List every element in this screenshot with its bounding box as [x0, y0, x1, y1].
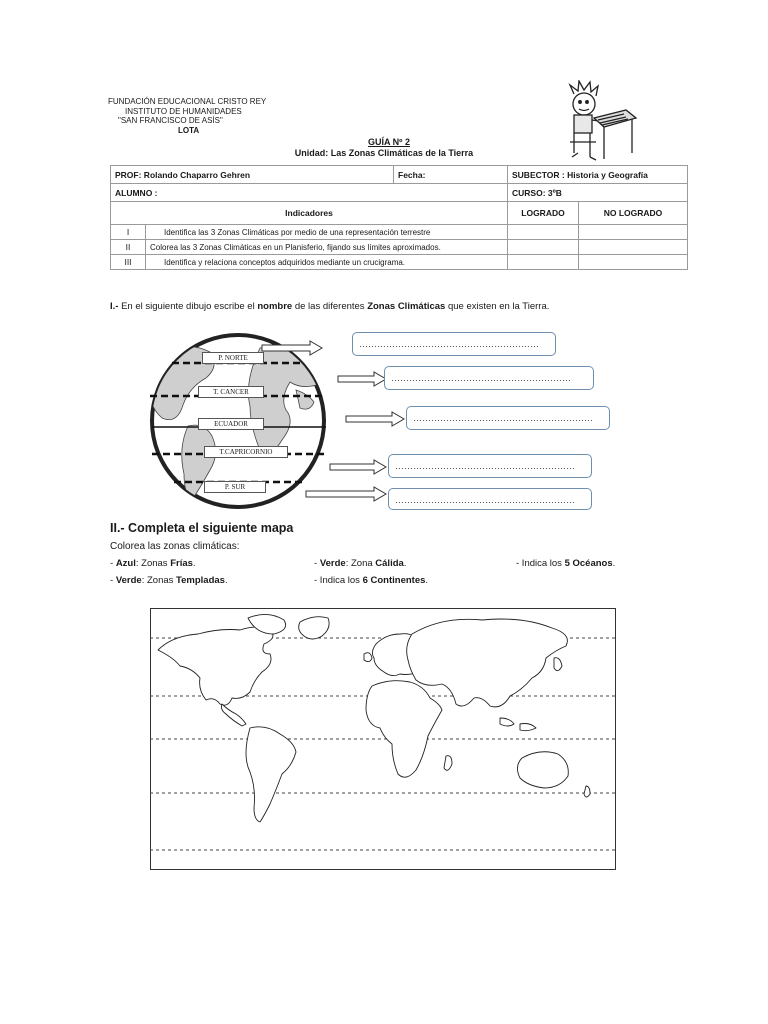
- globe-label-tropic-capricorn: T.CAPRICORNIO: [204, 446, 288, 458]
- student-cell[interactable]: ALUMNO :: [111, 184, 508, 202]
- info-table: [110, 165, 688, 270]
- part1-bold-b: Zonas Climáticas: [367, 301, 446, 312]
- legend-post: .: [403, 558, 407, 569]
- part2-instruction: Colorea las zonas climáticas:: [110, 541, 240, 552]
- indicator-text: Identifica las 3 Zonas Climáticas por medio de una representación terrestre: [146, 225, 508, 240]
- answer-box-1[interactable]: ……………………………………………………: [352, 332, 556, 356]
- globe-label-north-pole: P. NORTE: [202, 352, 264, 364]
- legend-item-oceans: [516, 558, 615, 569]
- legend-item-cold: [110, 558, 196, 569]
- part1-text-c: que existen en la Tierra.: [445, 301, 550, 312]
- legend-pre: -: [314, 558, 320, 569]
- indicator-num: II: [111, 240, 146, 255]
- table-row: [111, 240, 688, 255]
- legend-post: .: [224, 575, 228, 586]
- answer-box-2[interactable]: ……………………………………………………: [384, 366, 594, 390]
- not-achieved-cell[interactable]: [579, 225, 688, 240]
- legend-item-warm: [314, 558, 406, 569]
- legend-post: .: [612, 558, 616, 569]
- legend-bold2: Frías: [170, 558, 193, 569]
- legend-pre: - Indica los: [516, 558, 565, 569]
- achieved-cell[interactable]: [508, 240, 579, 255]
- guide-title: [0, 137, 768, 159]
- subsector-cell: SUBECTOR : Historia y Geografía: [508, 166, 688, 184]
- legend-bold2: Cálida: [375, 558, 404, 569]
- achieved-cell[interactable]: [508, 255, 579, 270]
- unit-title: Unidad: Las Zonas Climáticas de la Tierra: [294, 148, 474, 158]
- legend-pre: -: [110, 575, 116, 586]
- table-row: [111, 225, 688, 240]
- indicators-header: Indicadores: [111, 202, 508, 225]
- part1-text-a: En el siguiente dibujo escribe el: [118, 301, 258, 312]
- not-achieved-cell[interactable]: [579, 255, 688, 270]
- indicator-text: Colorea las 3 Zonas Climáticas en un Planisferio, fijando sus límites aproximados.: [146, 240, 508, 255]
- legend-bold2: Templadas: [176, 575, 225, 586]
- institution-line-3: "SAN FRANCISCO DE ASÍS": [118, 116, 223, 125]
- globe-label-tropic-cancer: T. CANCER: [198, 386, 264, 398]
- legend-mid: : Zonas: [141, 575, 177, 586]
- globe-label-equator: ECUADOR: [198, 418, 264, 430]
- not-achieved-cell[interactable]: [579, 240, 688, 255]
- legend-item-temperate: [110, 575, 228, 586]
- part1-prefix: I.-: [110, 301, 119, 312]
- achieved-cell[interactable]: [508, 225, 579, 240]
- legend-pre: - Indica los: [314, 575, 363, 586]
- indicator-num: I: [111, 225, 146, 240]
- legend-pre: -: [110, 558, 116, 569]
- achieved-header: LOGRADO: [508, 202, 579, 225]
- part2-title: II.- Completa el siguiente mapa: [110, 521, 294, 535]
- answer-box-4[interactable]: ……………………………………………………: [388, 454, 592, 478]
- date-cell[interactable]: Fecha:: [394, 166, 508, 184]
- course-cell: CURSO: 3ºB: [508, 184, 688, 202]
- globe-exercise: [110, 330, 688, 510]
- legend-mid: : Zona: [345, 558, 376, 569]
- part1-bold-a: nombre: [257, 301, 293, 312]
- globe-label-south-pole: P. SUR: [204, 481, 266, 493]
- institution-line-2: INSTITUTO DE HUMANIDADES: [125, 106, 242, 116]
- answer-box-5[interactable]: ……………………………………………………: [388, 488, 592, 510]
- indicator-num: III: [111, 255, 146, 270]
- part1-text-b: de las diferentes: [292, 301, 368, 312]
- guide-number: GUÍA Nº 2: [368, 137, 410, 147]
- legend-post: .: [192, 558, 196, 569]
- legend-mid: : Zonas: [135, 558, 171, 569]
- legend-bold: Azul: [115, 558, 136, 569]
- indicator-text: Identifica y relaciona conceptos adquiridos mediante un crucigrama.: [146, 255, 508, 270]
- legend-item-continents: [314, 575, 428, 586]
- legend-post: .: [425, 575, 429, 586]
- legend-bold: 5 Océanos: [564, 558, 613, 569]
- institution-line-4: LOTA: [178, 125, 200, 135]
- world-map-icon[interactable]: [150, 608, 616, 870]
- not-achieved-header: NO LOGRADO: [579, 202, 688, 225]
- institution-header: [108, 97, 266, 135]
- legend-bold: Verde: [115, 575, 142, 586]
- table-row: [111, 255, 688, 270]
- part1-instruction: [110, 301, 688, 313]
- prof-cell: PROF: Rolando Chaparro Gehren: [111, 166, 394, 184]
- institution-line-1: FUNDACIÓN EDUCACIONAL CRISTO REY: [108, 97, 267, 106]
- answer-box-3[interactable]: ……………………………………………………: [406, 406, 610, 430]
- legend-bold: 6 Continentes: [362, 575, 426, 586]
- legend-bold: Verde: [319, 558, 346, 569]
